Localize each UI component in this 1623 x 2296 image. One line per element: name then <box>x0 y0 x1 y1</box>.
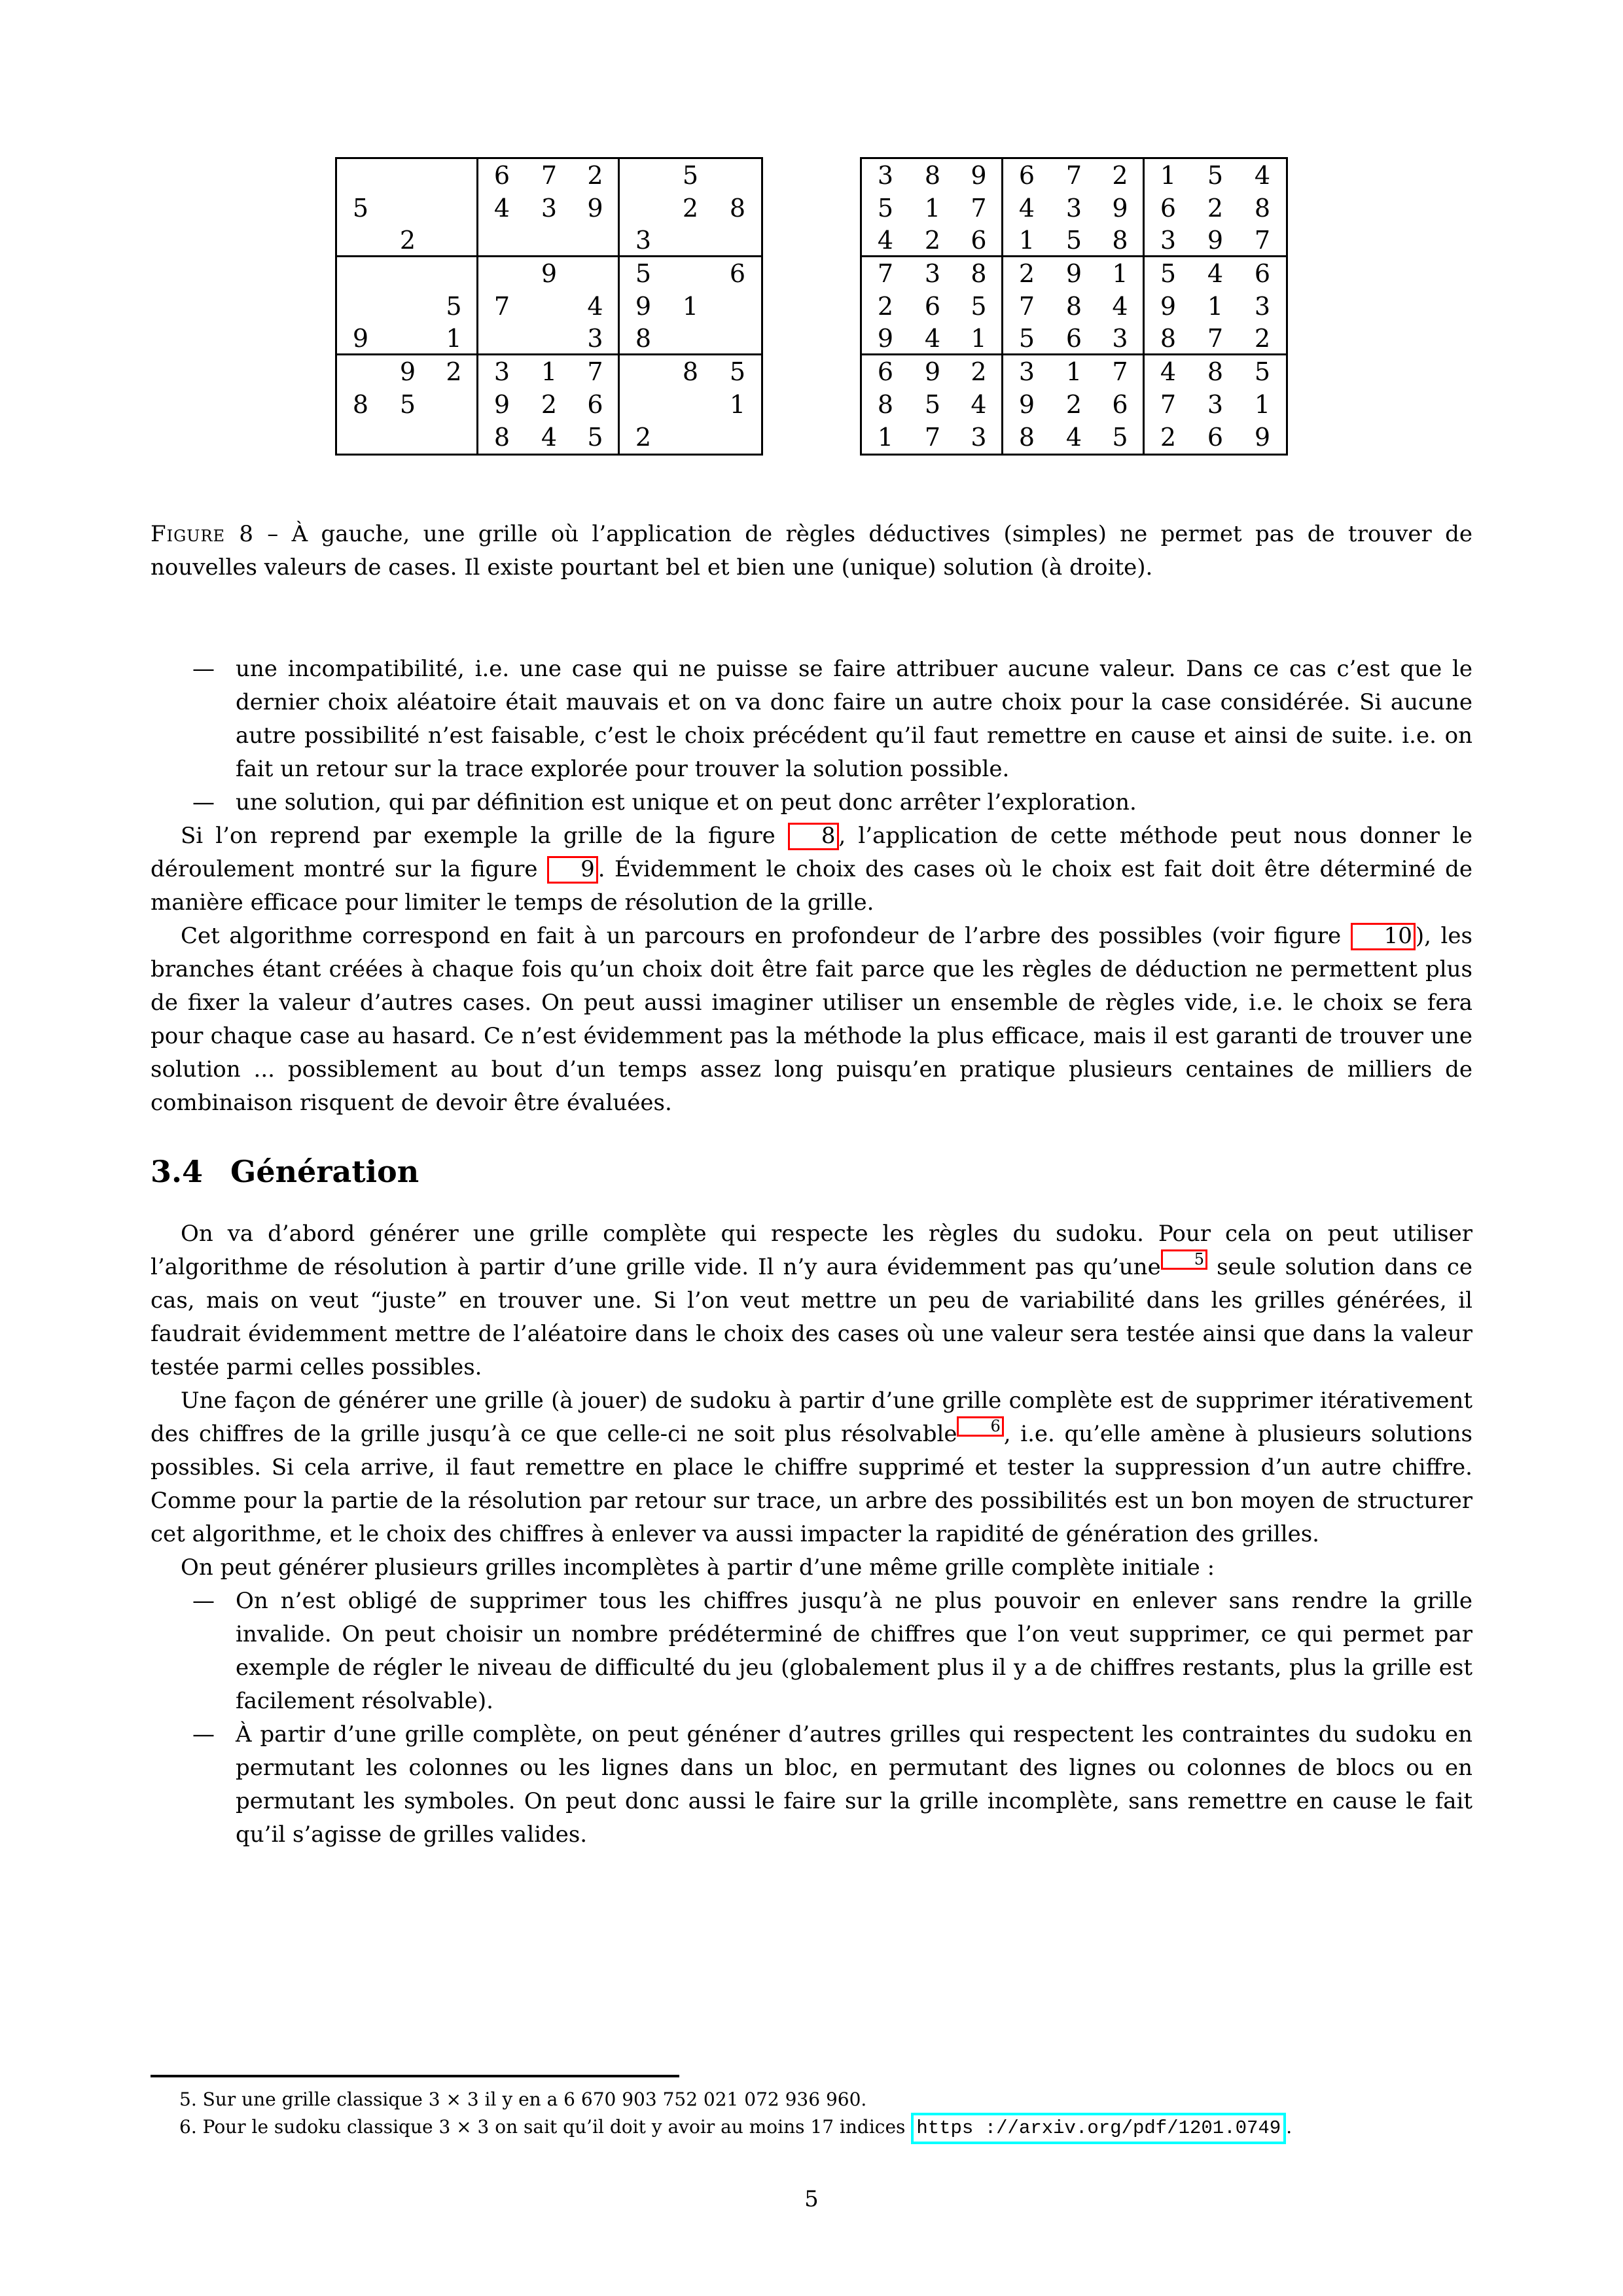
footnote-rule <box>151 2075 679 2077</box>
paragraph-algorithm <box>151 920 1472 1120</box>
sudoku-cell: 7 <box>877 259 894 288</box>
footnote-6-link[interactable]: 6 <box>957 1416 1003 1437</box>
sudoku-cell <box>714 323 761 355</box>
paragraph-text: ), les branches étant créées à chaque fois qu’un choix doit être fait parce que les règles de déduction ne permettent plus de fixer la valeur d’autres cases. On peut aussi imaginer utiliser un ensemble de règles vide, i.e. le choix se fera pour chaque case au hasard. Ce n’est évidemment pas la méthode la plus efficace, mais il est garanti de trouver une solution ... possiblement au bout d’un temps assez long puisqu’en pratique plusieurs centaines de milliers de combinaison risquent de devoir être évaluées. <box>151 923 1473 1116</box>
sudoku-cell <box>431 192 478 224</box>
sudoku-cell: 2 <box>384 224 431 257</box>
list-item <box>151 786 1472 819</box>
paragraph-text: , i.e. qu’elle amène à plusieurs solutions possibles. Si cela arrive, il faut remettre en place le chiffre supprimé et tester la suppression d’un autre chiffre. Comme pour la partie de la résolution par retour sur trace, un arbre des possibilités est un bon moyen de structurer cet algorithme, et le choix des chiffres à enlever va aussi impacter la rapidité de génération des grilles. <box>151 1421 1473 1548</box>
sudoku-cell: 6 <box>729 259 746 288</box>
paragraph-text: On va d’abord générer une grille complète qui respecte les règles du sudoku. Pour cela on peut utiliser l’algorithme de résolution à partir d’une grille vide. Il n’y aura évidemment pas qu’une <box>151 1221 1472 1281</box>
sudoku-cell <box>337 257 384 290</box>
sudoku-cell: 9 <box>862 323 909 355</box>
sudoku-cell: 4 <box>573 290 620 323</box>
sudoku-cell: 2 <box>573 159 620 192</box>
footnote-text: Sur une grille classique 3 × 3 il y en a 6 670 903 752 021 072 936 960. <box>196 2089 867 2110</box>
sudoku-cell: 5 <box>1254 357 1271 386</box>
sudoku-cell <box>667 388 714 421</box>
sudoku-cell <box>431 257 478 290</box>
sudoku-cell <box>478 257 526 290</box>
sudoku-cell <box>620 355 667 388</box>
sudoku-cell: 8 <box>1097 224 1145 257</box>
sudoku-cell: 4 <box>493 194 510 223</box>
sudoku-cell: 2 <box>1065 390 1082 419</box>
sudoku-cell: 5 <box>573 421 620 454</box>
sudoku-cell <box>431 421 478 454</box>
sudoku-cell: 8 <box>1065 292 1082 321</box>
text-column <box>151 0 1472 1852</box>
sudoku-cell: 4 <box>541 423 558 452</box>
sudoku-cell: 4 <box>1065 423 1082 452</box>
figure-10-link[interactable]: 10 <box>1351 923 1416 950</box>
sudoku-cell: 9 <box>1192 224 1239 257</box>
figure-caption-text: – À gauche, une grille où l’application de règles déductives (simples) ne permet pas de trouver de nouvelles valeurs de cases. Il existe pourtant bel et bien une (unique) solution (à droite). <box>151 521 1472 581</box>
sudoku-cell: 4 <box>956 388 1003 421</box>
sudoku-cell: 1 <box>682 292 699 321</box>
sudoku-cell: 2 <box>635 423 652 452</box>
sudoku-cell: 1 <box>1065 357 1082 386</box>
sudoku-cell <box>337 159 384 192</box>
sudoku-grid-solved <box>860 157 1288 456</box>
bullet-list-variants <box>151 1585 1472 1852</box>
sudoku-cell: 3 <box>620 224 667 257</box>
sudoku-cell: 3 <box>877 161 894 190</box>
sudoku-cell: 1 <box>1003 224 1050 257</box>
sudoku-cell: 5 <box>1207 161 1224 190</box>
figure-grids <box>151 157 1472 456</box>
sudoku-cell: 9 <box>1160 292 1177 321</box>
sudoku-cell: 5 <box>1160 259 1177 288</box>
sudoku-cell: 8 <box>682 357 699 386</box>
paragraph-text: Une façon de générer une grille (à jouer) de sudoku à partir d’une grille complète est de supprimer itérativement des chiffres de la grille jusqu’à ce que celle-ci ne soit plus résolvable <box>151 1388 1472 1448</box>
sudoku-cell <box>431 388 478 421</box>
sudoku-cell: 8 <box>877 390 894 419</box>
sudoku-cell <box>384 159 431 192</box>
sudoku-cell <box>620 192 667 224</box>
sudoku-cell: 7 <box>573 355 620 388</box>
sudoku-cell: 1 <box>431 323 478 355</box>
sudoku-cell: 9 <box>399 357 416 386</box>
footnote-5 <box>151 2087 1472 2113</box>
sudoku-cell: 8 <box>1145 323 1192 355</box>
sudoku-cell: 5 <box>729 357 746 386</box>
sudoku-cell <box>714 159 761 192</box>
sudoku-cell: 4 <box>1018 194 1035 223</box>
sudoku-cell: 5 <box>635 259 652 288</box>
sudoku-cell <box>667 224 714 257</box>
sudoku-cell: 1 <box>1254 390 1271 419</box>
sudoku-cell: 6 <box>1097 388 1145 421</box>
sudoku-cell: 9 <box>337 323 384 355</box>
list-item-text: À partir d’une grille complète, on peut généner d’autres grilles qui respectent les contraintes du sudoku en permutant les colonnes ou les lignes dans un bloc, en permutant des lignes ou colonnes de blocs ou en permutant les symboles. On peut donc aussi le faire sur la grille incomplète, sans remettre en cause le fait qu’il s’agisse de grilles valides. <box>236 1721 1472 1848</box>
sudoku-cell: 6 <box>1018 161 1035 190</box>
sudoku-cell: 2 <box>1018 259 1035 288</box>
sudoku-cell <box>526 290 573 323</box>
sudoku-cell: 2 <box>877 292 894 321</box>
dash-bullet: — <box>192 656 215 682</box>
sudoku-cell: 8 <box>352 390 369 419</box>
sudoku-cell: 3 <box>1097 323 1145 355</box>
sudoku-cell: 9 <box>1018 390 1035 419</box>
page-number: 5 <box>804 2186 819 2212</box>
footnote-6 <box>151 2113 1472 2144</box>
sudoku-cell: 2 <box>431 355 478 388</box>
sudoku-cell: 9 <box>635 292 652 321</box>
sudoku-cell: 1 <box>729 390 746 419</box>
sudoku-cell: 6 <box>573 388 620 421</box>
sudoku-cell: 3 <box>924 259 941 288</box>
sudoku-cell: 9 <box>541 259 558 288</box>
sudoku-cell <box>714 421 761 454</box>
sudoku-cell <box>573 257 620 290</box>
sudoku-cell: 3 <box>1254 292 1271 321</box>
section-title: Génération <box>230 1154 419 1189</box>
sudoku-grid-unsolved <box>335 157 763 456</box>
list-item-text: On n’est obligé de supprimer tous les chiffres jusqu’à ne plus pouvoir en enlever sans rendre la grille invalide. On peut choisir un nombre prédéterminé de chiffres que l’on veut supprimer, ce qui permet par exemple de régler le niveau de difficulté du jeu (globalement plus il y a de chiffres restants, plus la grille est facilement résolvable). <box>236 1588 1472 1715</box>
section-number: 3.4 <box>151 1154 204 1189</box>
sudoku-cell: 2 <box>1160 423 1177 452</box>
figure-9-link[interactable]: 9 <box>547 856 598 884</box>
dash-bullet: — <box>192 1588 215 1615</box>
sudoku-cell: 6 <box>1160 194 1177 223</box>
sudoku-cell: 5 <box>1097 421 1145 454</box>
sudoku-cell: 6 <box>1254 259 1271 288</box>
arxiv-url-link[interactable]: https ://arxiv.org/pdf/1201.0749 <box>911 2113 1286 2144</box>
footnote-5-link[interactable]: 5 <box>1161 1249 1207 1270</box>
sudoku-cell <box>620 388 667 421</box>
sudoku-cell: 7 <box>1018 292 1035 321</box>
sudoku-cell: 1 <box>541 357 558 386</box>
sudoku-cell: 3 <box>1018 357 1035 386</box>
sudoku-cell: 2 <box>1239 323 1286 355</box>
sudoku-cell <box>620 159 667 192</box>
sudoku-cell: 8 <box>620 323 667 355</box>
sudoku-cell: 8 <box>956 257 1003 290</box>
sudoku-cell <box>573 224 620 257</box>
sudoku-cell: 2 <box>956 355 1003 388</box>
sudoku-cell <box>337 421 384 454</box>
sudoku-cell: 1 <box>924 194 941 223</box>
sudoku-cell: 4 <box>862 224 909 257</box>
sudoku-cell: 2 <box>1207 194 1224 223</box>
sudoku-cell: 6 <box>1050 323 1097 355</box>
sudoku-cell <box>667 323 714 355</box>
sudoku-cell: 7 <box>924 423 941 452</box>
sudoku-cell: 3 <box>956 421 1003 454</box>
body-text <box>151 653 1472 1852</box>
sudoku-cell: 7 <box>493 292 510 321</box>
sudoku-cell <box>337 290 384 323</box>
sudoku-cell <box>384 192 431 224</box>
sudoku-cell: 9 <box>924 357 941 386</box>
sudoku-cell: 9 <box>1254 423 1271 452</box>
sudoku-cell: 8 <box>1254 194 1271 223</box>
sudoku-cell: 5 <box>352 194 369 223</box>
sudoku-cell: 4 <box>909 323 956 355</box>
paragraph-figure-refs <box>151 819 1472 920</box>
dash-bullet: — <box>192 789 215 816</box>
sudoku-cell: 5 <box>877 194 894 223</box>
sudoku-cell <box>337 224 384 257</box>
paragraph-text: seule solution dans ce cas, mais on veut “juste” en trouver une. Si l’on veut mettre un peu de variabilité dans les grilles générées, il faudrait évidemment mettre de l’aléatoire dans le choix des cases où une valeur sera testée ainsi que dans la valeur testée parmi celles possibles. <box>151 1254 1472 1381</box>
footnote-number: 6. <box>179 2116 197 2138</box>
paragraph-text: . Évidemment le choix des cases où le choix est fait doit être déterminé de manière efficace pour limiter le temps de résolution de la grille. <box>151 856 1472 916</box>
sudoku-cell: 1 <box>1160 161 1177 190</box>
paragraph-text: , l’application de cette méthode peut nous donner le déroulement montré sur la figure <box>151 823 1472 882</box>
sudoku-cell <box>431 159 478 192</box>
sudoku-cell: 5 <box>431 290 478 323</box>
sudoku-cell: 2 <box>1097 159 1145 192</box>
dash-bullet: — <box>192 1721 215 1748</box>
sudoku-cell: 2 <box>909 224 956 257</box>
sudoku-cell: 7 <box>1065 161 1082 190</box>
footnote-number: 5. <box>179 2089 197 2110</box>
sudoku-cell: 1 <box>956 323 1003 355</box>
sudoku-cell: 3 <box>1207 390 1224 419</box>
footnote-text: Pour le sudoku classique 3 × 3 on sait qu’il doit y avoir au moins 17 indices <box>196 2116 912 2138</box>
sudoku-cell: 3 <box>1145 224 1192 257</box>
sudoku-cell <box>384 290 431 323</box>
footnotes-block <box>151 2075 1472 2144</box>
sudoku-cell <box>478 323 526 355</box>
sudoku-cell: 5 <box>1003 323 1050 355</box>
sudoku-cell: 3 <box>573 323 620 355</box>
paragraph-text: Cet algorithme correspond en fait à un parcours en profondeur de l’arbre des possibles (voir figure <box>181 923 1351 949</box>
list-item-text: une incompatibilité, i.e. une case qui ne puisse se faire attribuer aucune valeur. Dans ce cas c’est que le dernier choix aléatoire était mauvais et on va donc faire un autre choix pour la case considérée. Si aucune autre possibilité n’est faisable, c’est le choix précédent qu’il faut remettre en cause et ainsi de suite. i.e. on fait un retour sur la trace explorée pour trouver la solution possible. <box>236 656 1472 782</box>
paragraph-generation-2 <box>151 1384 1472 1551</box>
list-item <box>151 1718 1472 1852</box>
sudoku-cell: 7 <box>1097 355 1145 388</box>
list-item-text: une solution, qui par définition est unique et on peut donc arrêter l’exploration. <box>236 789 1137 816</box>
sudoku-cell: 8 <box>1018 423 1035 452</box>
sudoku-cell: 5 <box>956 290 1003 323</box>
sudoku-cell: 1 <box>877 423 894 452</box>
sudoku-cell <box>431 224 478 257</box>
sudoku-cell: 8 <box>1207 357 1224 386</box>
sudoku-cell: 3 <box>493 357 510 386</box>
figure-8-link[interactable]: 8 <box>788 823 839 850</box>
sudoku-cell <box>384 421 431 454</box>
sudoku-cell: 4 <box>1160 357 1177 386</box>
sudoku-cell: 4 <box>1097 290 1145 323</box>
figure-caption <box>151 518 1472 584</box>
sudoku-cell: 1 <box>1207 292 1224 321</box>
sudoku-cell: 1 <box>1097 257 1145 290</box>
sudoku-cell: 9 <box>493 390 510 419</box>
sudoku-cell: 3 <box>541 194 558 223</box>
sudoku-cell <box>667 421 714 454</box>
sudoku-cell: 4 <box>1254 161 1271 190</box>
sudoku-cell: 7 <box>956 192 1003 224</box>
sudoku-cell: 6 <box>1207 423 1224 452</box>
sudoku-cell: 9 <box>573 192 620 224</box>
sudoku-cell <box>526 323 573 355</box>
sudoku-cell: 5 <box>399 390 416 419</box>
sudoku-cell: 7 <box>1239 224 1286 257</box>
sudoku-cell: 8 <box>924 161 941 190</box>
sudoku-cell <box>526 224 573 257</box>
sudoku-cell: 3 <box>1065 194 1082 223</box>
sudoku-cell <box>478 224 526 257</box>
sudoku-cell: 5 <box>924 390 941 419</box>
sudoku-cell: 5 <box>682 161 699 190</box>
sudoku-cell: 9 <box>1065 259 1082 288</box>
sudoku-cell <box>337 355 384 388</box>
sudoku-cell: 6 <box>877 357 894 386</box>
sudoku-cell: 7 <box>1192 323 1239 355</box>
paragraph-generation-3: On peut générer plusieurs grilles incomplètes à partir d’une même grille complète initiale : <box>181 1554 1215 1581</box>
bullet-list-outcomes <box>151 653 1472 819</box>
paragraph-text: Si l’on reprend par exemple la grille de la figure <box>181 823 788 849</box>
sudoku-cell: 8 <box>493 423 510 452</box>
figure-caption-label: Figure 8 <box>151 521 254 547</box>
sudoku-cell: 6 <box>493 161 510 190</box>
sudoku-cell: 9 <box>1097 192 1145 224</box>
sudoku-cell <box>384 257 431 290</box>
sudoku-cell: 8 <box>729 194 746 223</box>
list-item <box>151 1585 1472 1718</box>
section-heading-generation <box>151 1154 1472 1190</box>
sudoku-cell: 4 <box>1207 259 1224 288</box>
sudoku-cell <box>667 257 714 290</box>
paragraph-generation-1 <box>151 1217 1472 1384</box>
sudoku-cell <box>384 323 431 355</box>
sudoku-cell: 2 <box>682 194 699 223</box>
sudoku-cell: 5 <box>1050 224 1097 257</box>
sudoku-cell: 9 <box>956 159 1003 192</box>
sudoku-cell: 7 <box>1160 390 1177 419</box>
sudoku-cell: 7 <box>541 161 558 190</box>
sudoku-cell: 6 <box>924 292 941 321</box>
sudoku-cell: 2 <box>541 390 558 419</box>
sudoku-cell: 6 <box>956 224 1003 257</box>
sudoku-cell <box>714 290 761 323</box>
footnote-text: . <box>1286 2116 1293 2138</box>
sudoku-cell <box>714 224 761 257</box>
list-item <box>151 653 1472 786</box>
